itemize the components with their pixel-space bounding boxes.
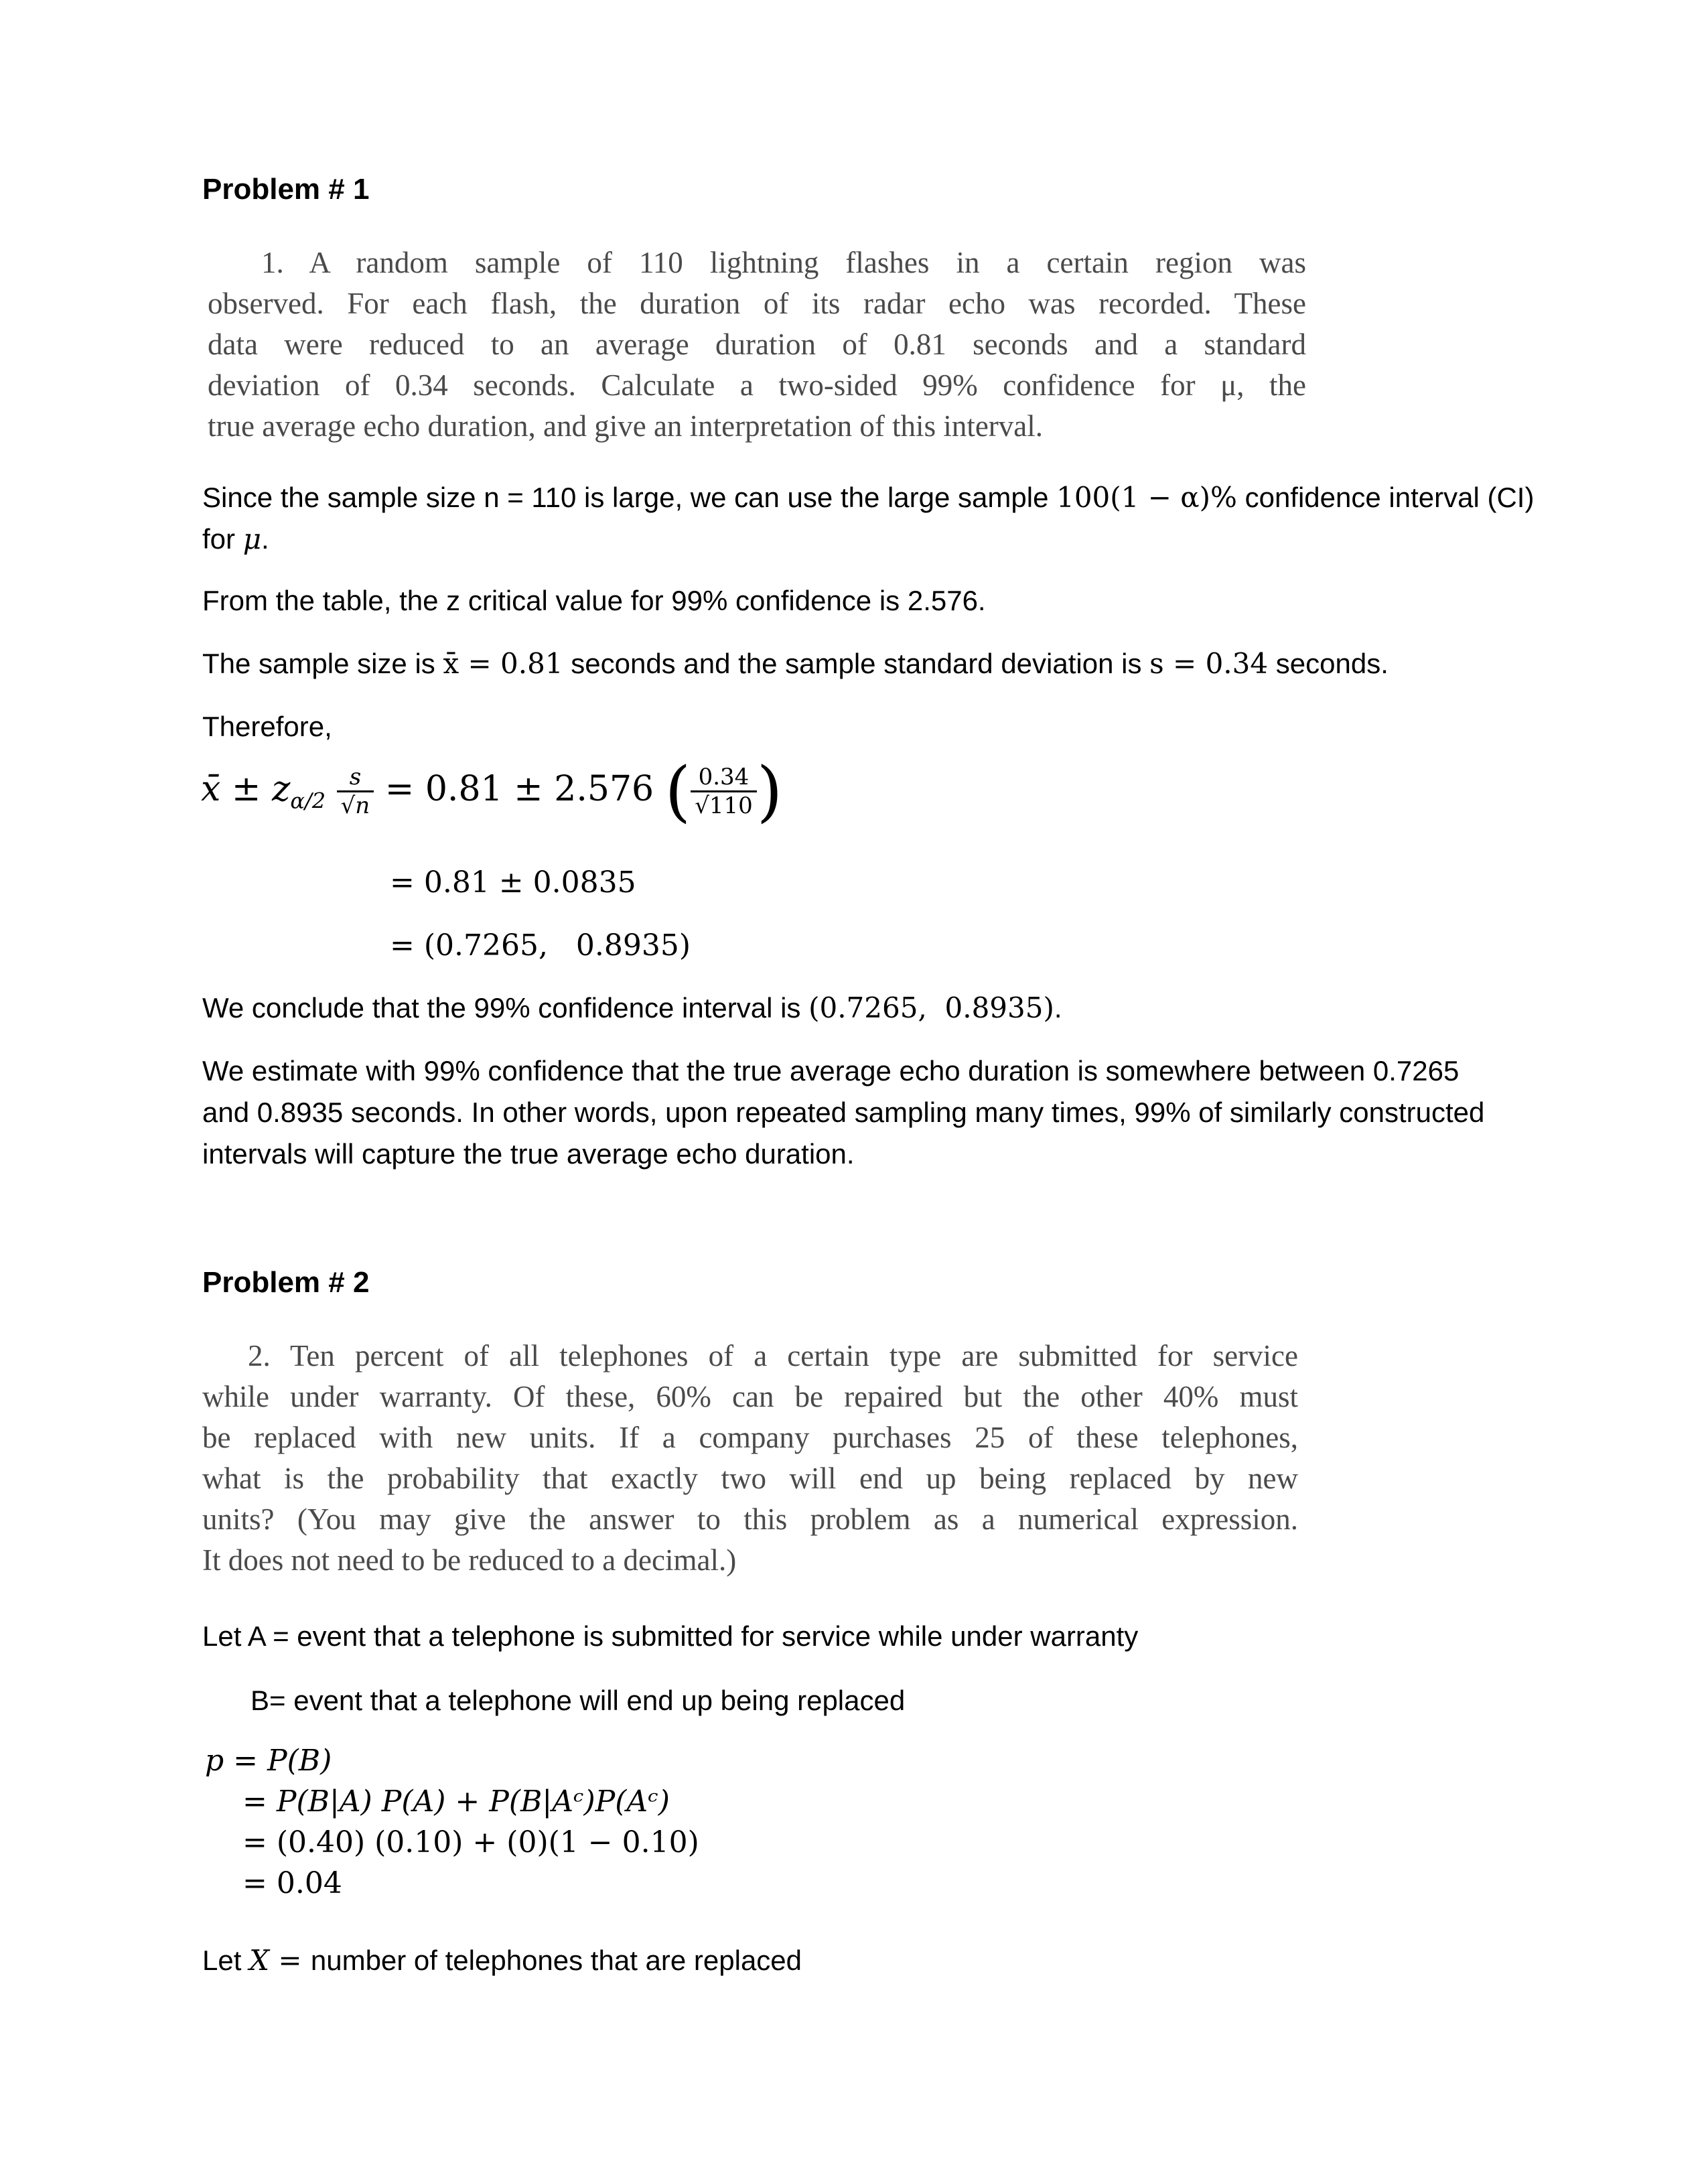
scan-line: 1. A random sample of 110 lightning flashes in a certain region was — [261, 246, 1306, 279]
fraction-denominator: √n — [340, 792, 370, 819]
text-run: The sample size is — [202, 648, 443, 679]
paragraph-line: We estimate with 99% confidence that the true average echo duration is somewhere between 0.7265 — [202, 1055, 1460, 1086]
paragraph-line: and 0.8935 seconds. In other words, upon repeated sampling many times, 99% of similarly constructed — [202, 1097, 1485, 1128]
math-expression: 100(1 − α)% — [1056, 481, 1237, 514]
fraction-numerator: s — [337, 764, 374, 792]
confidence-interval-equation — [201, 752, 783, 830]
equation-rhs: = 0.81 ± 2.576 — [384, 769, 654, 809]
derivation-line: = P(B|A) P(A) + P(B|Aᶜ)P(Aᶜ) — [242, 1784, 670, 1819]
text-run: for — [202, 523, 243, 555]
equation-fraction — [691, 764, 757, 819]
paragraph-line: intervals will capture the true average echo duration. — [202, 1138, 855, 1170]
scan-line: be replaced with new units. If a company purchases 25 of these telephones, — [202, 1421, 1298, 1454]
text-run: . — [261, 523, 269, 555]
text-run: seconds and the sample standard deviation is — [563, 648, 1150, 679]
text-run: Since the sample size n = 110 is large, we can use the large sample — [202, 482, 1057, 513]
probability-derivation — [205, 1740, 699, 1904]
scan-line: It does not need to be reduced to a decimal.) — [202, 1543, 737, 1577]
event-b-definition: B= event that a telephone will end up being replaced — [251, 1685, 906, 1716]
scan-line: true average echo duration, and give an interpretation of this interval. — [208, 409, 1044, 443]
scan-line: deviation of 0.34 seconds. Calculate a two-sided 99% confidence for μ, the — [208, 368, 1306, 402]
math-expression: (0.7265, 0.8935) — [808, 991, 1054, 1024]
scan-line: observed. For each flash, the duration of its radar echo was recorded. These — [208, 287, 1306, 320]
sample-stats-paragraph — [202, 643, 1389, 685]
problem-1-heading: Problem # 1 — [202, 173, 370, 206]
scan-line: what is the probability that exactly two will end up being replaced by new — [202, 1462, 1298, 1495]
equation-line-2: = 0.81 ± 0.0835 — [390, 865, 636, 900]
right-paren: ) — [756, 752, 783, 830]
text-run: number of telephones that are replaced — [310, 1945, 802, 1976]
scan-line: 2. Ten percent of all telephones of a certain type are submitted for service — [248, 1339, 1298, 1373]
math-symbol: μ — [242, 522, 261, 555]
critical-value-paragraph: From the table, the z critical value for 99% confidence is 2.576. — [202, 585, 986, 616]
text-run: . — [1054, 992, 1062, 1024]
conclusion-paragraph — [202, 987, 1062, 1029]
text-run: seconds. — [1268, 648, 1389, 679]
problem-2-heading: Problem # 2 — [202, 1266, 370, 1299]
fraction-numerator: 0.34 — [691, 764, 757, 792]
random-variable-definition — [202, 1940, 802, 1981]
problem-2-scanned-statement — [202, 1336, 1298, 1581]
scan-line: data were reduced to an average duration of 0.81 seconds and a standard — [208, 328, 1306, 361]
derivation-line: = (0.40) (0.10) + (0)(1 − 0.10) — [242, 1825, 699, 1859]
derivation-line: = 0.04 — [242, 1866, 342, 1900]
text-run: Let — [202, 1945, 250, 1976]
scan-line: while under warranty. Of these, 60% can be repaired but the other 40% must — [202, 1380, 1298, 1413]
event-a-definition: Let A = event that a telephone is submitted for service while under warranty — [202, 1620, 1139, 1652]
scan-line: units? (You may give the answer to this problem as a numerical expression. — [202, 1502, 1298, 1536]
equation-line-3: = (0.7265, 0.8935) — [390, 928, 691, 963]
derivation-line: p = P(B) — [205, 1744, 332, 1778]
therefore-label: Therefore, — [202, 711, 332, 742]
interpretation-paragraph — [202, 1050, 1484, 1175]
equation-subscript: α/2 — [290, 788, 326, 814]
fraction-denominator: √110 — [695, 792, 753, 819]
left-paren: ( — [664, 752, 691, 830]
equation-lhs: x̄ ± z — [201, 769, 291, 809]
text-run: confidence interval (CI) — [1236, 482, 1535, 513]
math-expression: X = — [249, 1944, 311, 1977]
math-expression: x̄ = 0.81 — [443, 647, 563, 680]
equation-fraction — [337, 764, 374, 819]
math-expression: s = 0.34 — [1149, 647, 1269, 680]
problem-1-scanned-statement — [208, 242, 1306, 447]
sample-size-paragraph — [202, 477, 1542, 560]
text-run: We conclude that the 99% confidence interval is — [202, 992, 809, 1024]
